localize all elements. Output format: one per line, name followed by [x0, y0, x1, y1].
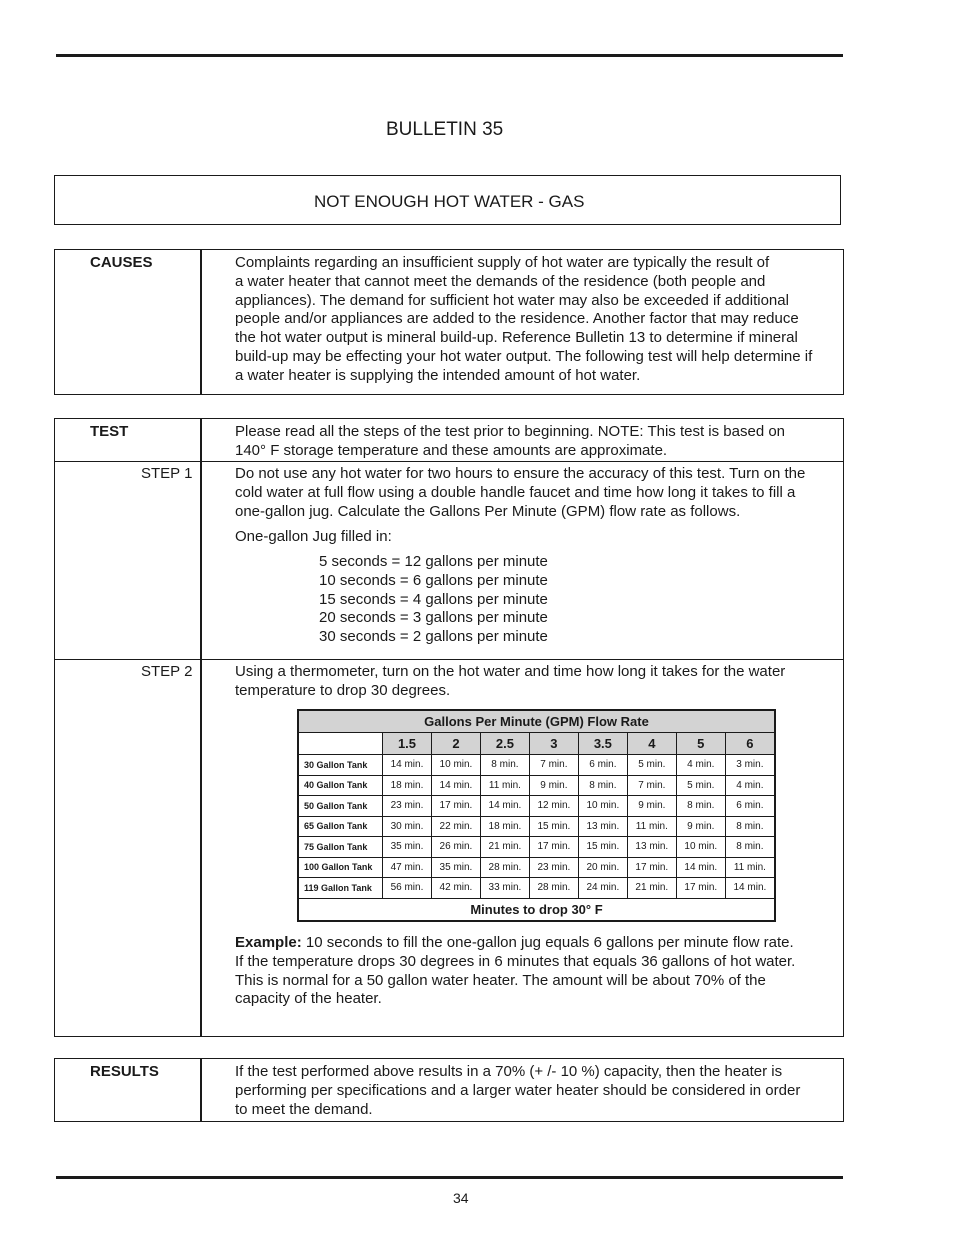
- minutes-cell: 23 min.: [529, 857, 578, 878]
- bulletin-heading: BULLETIN 35: [386, 119, 504, 140]
- step2-label: STEP 2: [141, 663, 193, 680]
- causes-text: [235, 254, 840, 386]
- minutes-cell: 5 min.: [676, 775, 725, 796]
- column-divider: [200, 1059, 202, 1121]
- table-row: [298, 816, 775, 837]
- tank-size-cell: 50 Gallon Tank: [298, 796, 383, 817]
- minutes-cell: 11 min.: [725, 857, 775, 878]
- minutes-cell: 5 min.: [627, 755, 676, 776]
- tank-size-cell: 100 Gallon Tank: [298, 857, 383, 878]
- results-line: performing per specifications and a larger water heater should be considered in order: [235, 1081, 801, 1099]
- gpm-column-header: 1.5: [383, 733, 432, 755]
- causes-line: a water heater that cannot meet the demands of the residence (both people and: [235, 272, 766, 290]
- example-line: This is normal for a 50 gallon water heater. The amount will be about 70% of the: [235, 971, 766, 989]
- top-rule: [56, 54, 843, 57]
- minutes-cell: 30 min.: [383, 816, 432, 837]
- example-first-text: 10 seconds to fill the one-gallon jug equals 6 gallons per minute flow rate.: [301, 934, 794, 951]
- minutes-cell: 9 min.: [676, 816, 725, 837]
- minutes-cell: 21 min.: [480, 837, 529, 858]
- results-text: [235, 1063, 840, 1119]
- minutes-cell: 11 min.: [480, 775, 529, 796]
- causes-line: a water heater is supplying the intended amount of hot water.: [235, 366, 641, 384]
- jug-line: One-gallon Jug filled in:: [235, 528, 392, 546]
- minutes-cell: 13 min.: [578, 816, 627, 837]
- minutes-cell: 14 min.: [431, 775, 480, 796]
- title-box: [54, 175, 841, 225]
- step1-line: cold water at full flow using a double handle faucet and time how long it takes to fill a: [235, 483, 796, 501]
- minutes-cell: 14 min.: [676, 857, 725, 878]
- minutes-cell: 10 min.: [431, 755, 480, 776]
- minutes-cell: 35 min.: [431, 857, 480, 878]
- column-divider: [200, 250, 202, 394]
- test-intro: [235, 423, 840, 461]
- causes-label: CAUSES: [90, 254, 153, 271]
- minutes-cell: 8 min.: [725, 837, 775, 858]
- minutes-cell: 11 min.: [627, 816, 676, 837]
- minutes-cell: 13 min.: [627, 837, 676, 858]
- step2-text: [235, 663, 840, 701]
- minutes-cell: 3 min.: [725, 755, 775, 776]
- gpm-table-title: Gallons Per Minute (GPM) Flow Rate: [298, 710, 775, 733]
- flow-rate-item: 20 seconds = 3 gallons per minute: [319, 609, 548, 627]
- minutes-cell: 17 min.: [627, 857, 676, 878]
- causes-line: build-up may be effecting your hot water output. The following test will help determine if: [235, 347, 813, 365]
- minutes-cell: 10 min.: [676, 837, 725, 858]
- minutes-cell: 4 min.: [725, 775, 775, 796]
- minutes-cell: 33 min.: [480, 878, 529, 899]
- gpm-table-body: [298, 755, 775, 899]
- step2-line: temperature to drop 30 degrees.: [235, 681, 451, 699]
- page-number: 34: [453, 1190, 469, 1206]
- gpm-table: [297, 709, 776, 922]
- tank-size-cell: 119 Gallon Tank: [298, 878, 383, 899]
- minutes-cell: 10 min.: [578, 796, 627, 817]
- minutes-cell: 8 min.: [676, 796, 725, 817]
- flow-rate-item: 30 seconds = 2 gallons per minute: [319, 628, 548, 646]
- test-label: TEST: [90, 423, 129, 440]
- table-row: [298, 796, 775, 817]
- gpm-column-header: 5: [676, 733, 725, 755]
- flow-rate-item: 5 seconds = 12 gallons per minute: [319, 553, 548, 570]
- minutes-cell: 21 min.: [627, 878, 676, 899]
- column-divider: [200, 419, 202, 1036]
- table-row: [298, 775, 775, 796]
- test-section: [54, 418, 844, 1037]
- table-row: [298, 837, 775, 858]
- gpm-table-footer: Minutes to drop 30° F: [298, 898, 775, 921]
- test-intro-line: Please read all the steps of the test prior to beginning. NOTE: This test is based on: [235, 423, 786, 440]
- gpm-column-header: 3: [529, 733, 578, 755]
- minutes-cell: 8 min.: [725, 816, 775, 837]
- row-divider: [55, 659, 843, 660]
- minutes-cell: 18 min.: [480, 816, 529, 837]
- gpm-column-header: 4: [627, 733, 676, 755]
- example-label: Example:: [235, 934, 302, 951]
- gpm-column-header: 3.5: [578, 733, 627, 755]
- row-divider: [55, 461, 843, 462]
- table-row: [298, 878, 775, 899]
- gpm-column-header: 6: [725, 733, 775, 755]
- minutes-cell: 14 min.: [725, 878, 775, 899]
- step1-label: STEP 1: [141, 465, 193, 482]
- minutes-cell: 8 min.: [480, 755, 529, 776]
- tank-size-cell: 30 Gallon Tank: [298, 755, 383, 776]
- step1-text: [235, 465, 840, 547]
- flow-rate-item: 10 seconds = 6 gallons per minute: [319, 571, 548, 589]
- minutes-cell: 15 min.: [529, 816, 578, 837]
- minutes-cell: 14 min.: [480, 796, 529, 817]
- causes-line: people and/or appliances are added to the residence. Another factor that may reduce: [235, 310, 799, 328]
- minutes-cell: 9 min.: [627, 796, 676, 817]
- minutes-cell: 28 min.: [480, 857, 529, 878]
- tank-size-cell: 65 Gallon Tank: [298, 816, 383, 837]
- minutes-cell: 6 min.: [725, 796, 775, 817]
- minutes-cell: 7 min.: [529, 755, 578, 776]
- results-line: to meet the demand.: [235, 1100, 373, 1118]
- minutes-cell: 17 min.: [529, 837, 578, 858]
- step2-line: Using a thermometer, turn on the hot water and time how long it takes for the water: [235, 663, 786, 680]
- test-intro-line: 140° F storage temperature and these amounts are approximate.: [235, 441, 668, 459]
- minutes-cell: 8 min.: [578, 775, 627, 796]
- tank-size-cell: 75 Gallon Tank: [298, 837, 383, 858]
- minutes-cell: 56 min.: [383, 878, 432, 899]
- minutes-cell: 9 min.: [529, 775, 578, 796]
- minutes-cell: 7 min.: [627, 775, 676, 796]
- minutes-cell: 17 min.: [431, 796, 480, 817]
- minutes-cell: 24 min.: [578, 878, 627, 899]
- tank-size-cell: 40 Gallon Tank: [298, 775, 383, 796]
- minutes-cell: 17 min.: [676, 878, 725, 899]
- minutes-cell: 4 min.: [676, 755, 725, 776]
- causes-line: the hot water output is mineral build-up. Reference Bulletin 13 to determine if mineral: [235, 329, 798, 347]
- flow-rate-list: [319, 553, 548, 647]
- gpm-column-header-row: [298, 733, 775, 755]
- minutes-cell: 22 min.: [431, 816, 480, 837]
- minutes-cell: 6 min.: [578, 755, 627, 776]
- results-line: If the test performed above results in a 70% (+ /- 10 %) capacity, then the heater is: [235, 1063, 783, 1080]
- minutes-cell: 15 min.: [578, 837, 627, 858]
- causes-section: [54, 249, 844, 395]
- minutes-cell: 18 min.: [383, 775, 432, 796]
- example-first-line: [235, 934, 840, 953]
- gpm-column-header: 2.5: [480, 733, 529, 755]
- causes-line: Complaints regarding an insufficient supply of hot water are typically the result of: [235, 254, 770, 271]
- minutes-cell: 20 min.: [578, 857, 627, 878]
- minutes-cell: 28 min.: [529, 878, 578, 899]
- minutes-cell: 42 min.: [431, 878, 480, 899]
- results-label: RESULTS: [90, 1063, 159, 1080]
- step1-line: one-gallon jug. Calculate the Gallons Per Minute (GPM) flow rate as follows.: [235, 502, 741, 520]
- minutes-cell: 26 min.: [431, 837, 480, 858]
- minutes-cell: 14 min.: [383, 755, 432, 776]
- page-title: NOT ENOUGH HOT WATER - GAS: [314, 192, 585, 211]
- table-row: [298, 857, 775, 878]
- gpm-column-header: 2: [431, 733, 480, 755]
- table-row: [298, 755, 775, 776]
- bottom-rule: [56, 1176, 843, 1179]
- causes-line: appliances). The demand for sufficient hot water may also be exceeded if additional: [235, 291, 789, 309]
- example-text: [235, 934, 840, 1009]
- step1-line: Do not use any hot water for two hours to ensure the accuracy of this test. Turn on the: [235, 465, 806, 482]
- minutes-cell: 23 min.: [383, 796, 432, 817]
- minutes-cell: 12 min.: [529, 796, 578, 817]
- minutes-cell: 35 min.: [383, 837, 432, 858]
- flow-rate-item: 15 seconds = 4 gallons per minute: [319, 590, 548, 608]
- blank-header-cell: [298, 733, 383, 755]
- results-section: [54, 1058, 844, 1122]
- minutes-cell: 47 min.: [383, 857, 432, 878]
- example-line: If the temperature drops 30 degrees in 6 minutes that equals 36 gallons of hot water.: [235, 952, 796, 970]
- example-line: capacity of the heater.: [235, 990, 382, 1008]
